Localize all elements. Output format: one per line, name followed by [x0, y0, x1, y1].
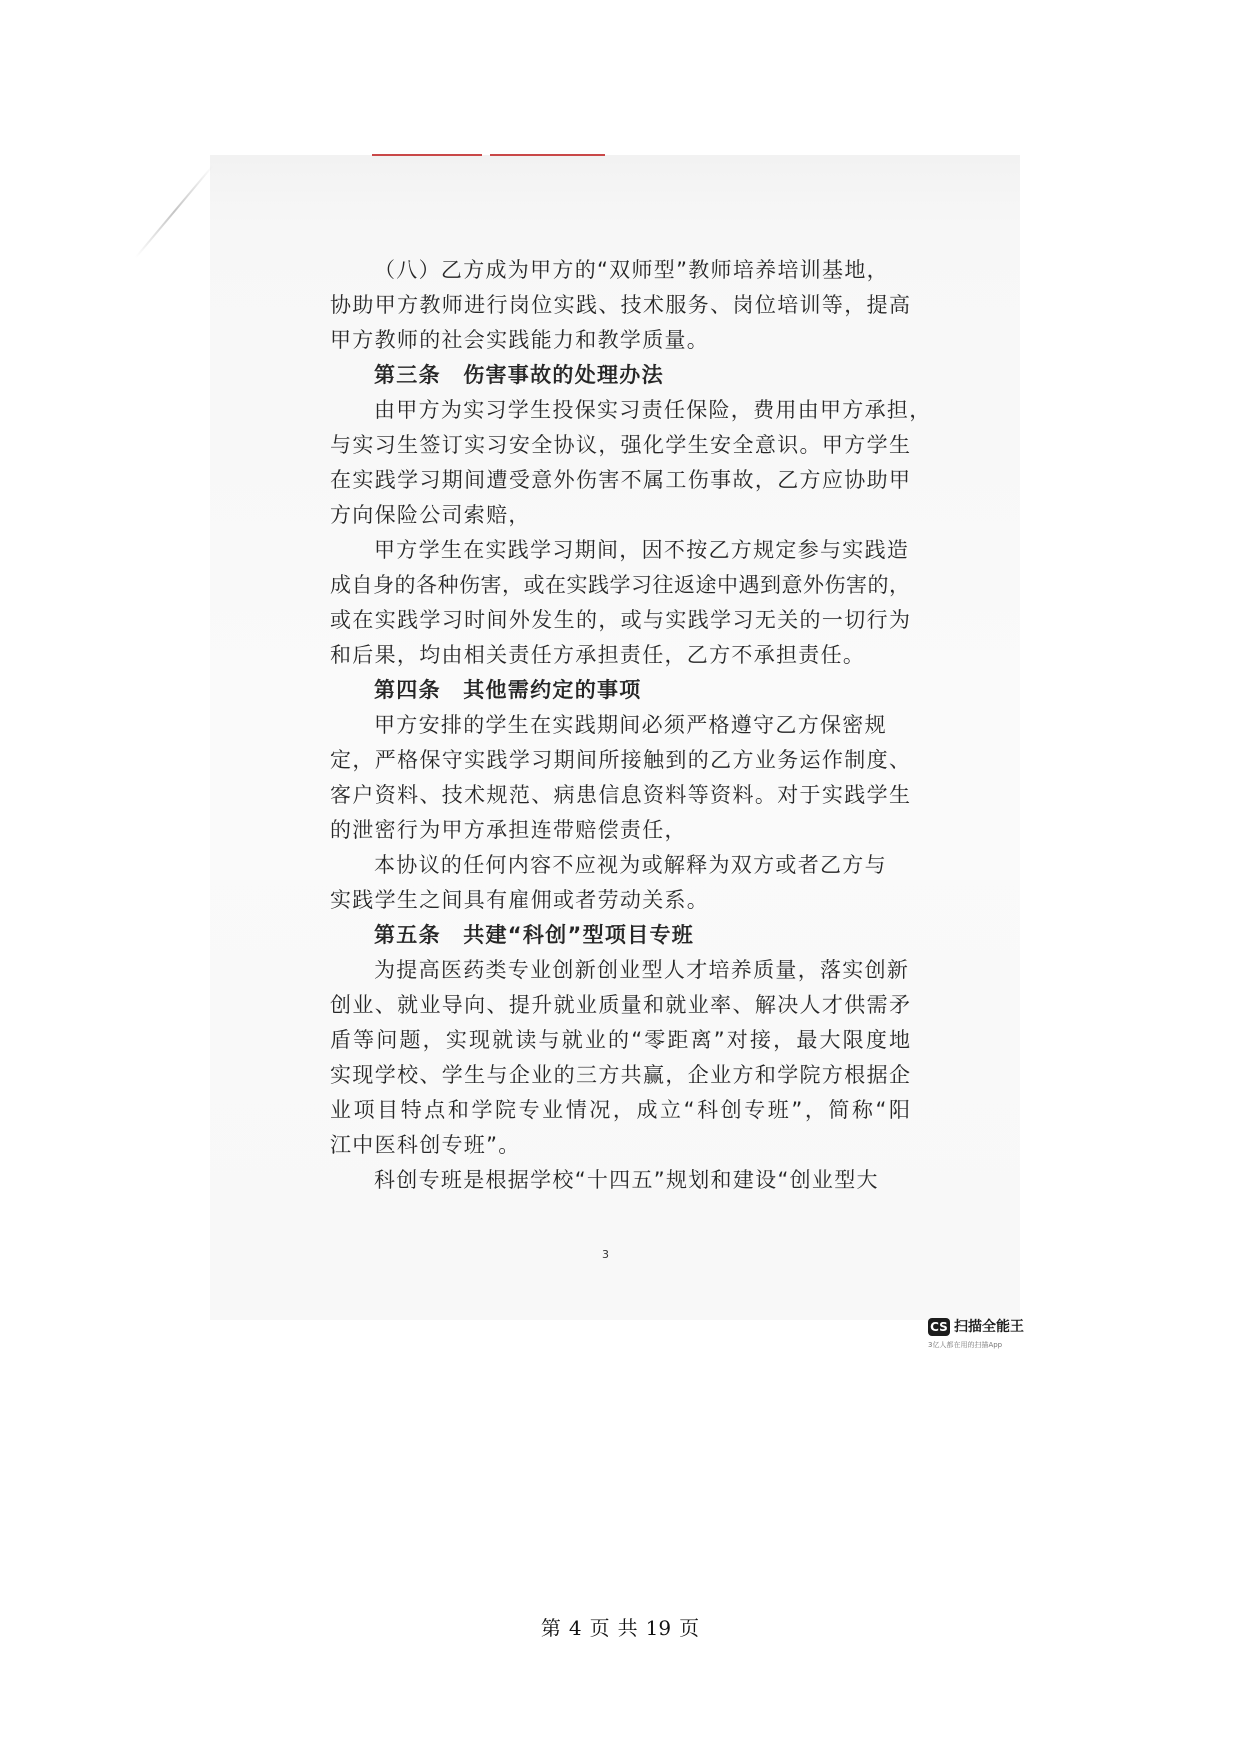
body-line: 在实践学习期间遭受意外伤害不属工伤事故，乙方应协助甲 [330, 468, 910, 492]
footer-total-pages: 19 [645, 1616, 672, 1640]
scan-edge-red-mark [490, 154, 605, 156]
footer-total-word: 共 [617, 1616, 638, 1640]
scan-edge-red-mark [372, 154, 482, 156]
body-line: 由甲方为实习学生投保实习责任保险，费用由甲方承担， [374, 398, 932, 422]
body-line: 甲方教师的社会实践能力和教学质量。 [330, 328, 710, 352]
body-line: 本协议的任何内容不应视为或解释为双方或者乙方与 [374, 853, 887, 877]
body-line: 科创专班是根据学校“十四五”规划和建设“创业型大 [374, 1168, 879, 1192]
page-footer [0, 1612, 1240, 1641]
camscanner-name: 扫描全能王 [954, 1319, 1024, 1335]
footer-suffix: 页 [679, 1616, 700, 1640]
article-heading: 第五条 共建“科创”型项目专班 [374, 923, 695, 947]
article-heading: 第三条 伤害事故的处理办法 [374, 363, 664, 387]
body-line: 盾等问题，实现就读与就业的“零距离”对接，最大限度地 [330, 1028, 910, 1052]
footer-page-word: 页 [589, 1616, 610, 1640]
body-line: 定，严格保守实践学习期间所接触到的乙方业务运作制度、 [330, 748, 910, 772]
scanned-page-number: 3 [602, 1248, 609, 1261]
body-line: 协助甲方教师进行岗位实践、技术服务、岗位培训等，提高 [330, 293, 910, 317]
scan-fold-mark [135, 165, 214, 258]
camscanner-slogan: 3亿人都在用的扫描App [928, 1341, 1003, 1349]
body-line: 江中医科创专班”。 [330, 1133, 521, 1157]
body-line: 为提高医药类专业创新创业型人才培养质量，落实创新 [374, 958, 910, 982]
body-line: 成自身的各种伤害，或在实践学习往返途中遇到意外伤害的， [330, 573, 910, 597]
footer-current-page: 4 [568, 1616, 582, 1640]
body-line: 业项目特点和学院专业情况，成立“科创专班”，简称“阳 [330, 1098, 910, 1122]
body-line: 实现学校、学生与企业的三方共赢，企业方和学院方根据企 [330, 1063, 910, 1087]
body-line: 方向保险公司索赔， [330, 503, 531, 527]
body-line: 和后果，均由相关责任方承担责任，乙方不承担责任。 [330, 643, 866, 667]
body-line: 创业、就业导向、提升就业质量和就业率、解决人才供需矛 [330, 993, 910, 1017]
body-line: 或在实践学习时间外发生的，或与实践学习无关的一切行为 [330, 608, 910, 632]
camscanner-logo-icon: CS [928, 1318, 950, 1336]
body-line: 与实习生签订实习安全协议，强化学生安全意识。甲方学生 [330, 433, 910, 457]
article-heading: 第四条 其他需约定的事项 [374, 678, 642, 702]
body-line: 的泄密行为甲方承担连带赔偿责任， [330, 818, 687, 842]
body-line: 甲方学生在实践学习期间，因不按乙方规定参与实践造 [374, 538, 910, 562]
body-line: （八）乙方成为甲方的“双师型”教师培养培训基地， [374, 258, 889, 282]
footer-prefix: 第 [540, 1616, 561, 1640]
body-line: 客户资料、技术规范、病患信息资料等资料。对于实践学生 [330, 783, 910, 807]
body-line: 实践学生之间具有雇佣或者劳动关系。 [330, 888, 710, 912]
body-line: 甲方安排的学生在实践期间必须严格遵守乙方保密规 [374, 713, 887, 737]
